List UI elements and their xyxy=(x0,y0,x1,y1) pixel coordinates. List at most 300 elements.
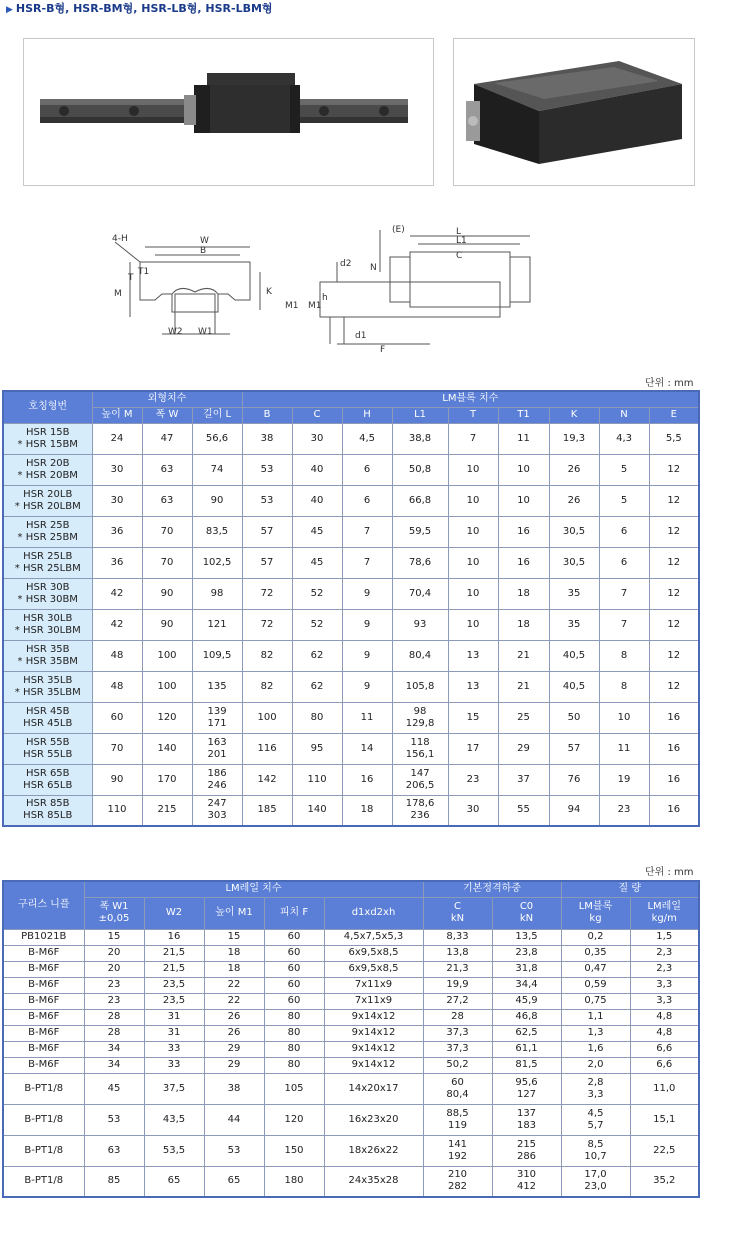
value-cell-line: 118 xyxy=(410,736,430,748)
value-cell: 100 xyxy=(242,702,292,733)
value-cell: 10 xyxy=(448,516,498,547)
value-cell: 8 xyxy=(599,671,649,702)
value-cell-line: 303 xyxy=(207,810,227,822)
value-cell: 90 xyxy=(92,764,142,795)
value-cell: 26 xyxy=(549,454,599,485)
model-cell-line: HSR 45B xyxy=(25,705,70,717)
value-cell: 25 xyxy=(498,702,549,733)
value-cell-line: 34,4 xyxy=(515,979,538,990)
value-cell xyxy=(561,929,630,945)
value-cell-line: 81,5 xyxy=(515,1059,538,1070)
value-cell xyxy=(561,945,630,961)
value-cell-line: 147 xyxy=(410,767,430,779)
value-cell: 9x14x12 xyxy=(324,1057,423,1073)
value-cell xyxy=(423,1135,492,1166)
nipple-cell: B-PT1/8 xyxy=(3,1166,84,1197)
value-cell xyxy=(492,1041,561,1057)
column-header: d1xd2xh xyxy=(324,897,423,929)
value-cell-line: 59,5 xyxy=(408,525,432,537)
value-cell: 36 xyxy=(92,516,142,547)
model-cell-line: HSR 65B xyxy=(25,767,70,779)
value-cell: 142 xyxy=(242,764,292,795)
value-cell: 12 xyxy=(649,516,699,547)
value-cell: 140 xyxy=(292,795,342,826)
value-cell: 10 xyxy=(448,609,498,640)
value-cell: 21 xyxy=(498,671,549,702)
value-cell: 70 xyxy=(92,733,142,764)
value-cell xyxy=(492,993,561,1009)
value-cell: 33 xyxy=(144,1057,204,1073)
value-cell: 82 xyxy=(242,671,292,702)
table-row xyxy=(3,945,699,961)
value-cell: 100 xyxy=(142,640,192,671)
nipple-cell: PB1021B xyxy=(3,929,84,945)
model-cell-line: HSR 35LB xyxy=(23,674,73,686)
value-cell xyxy=(423,1025,492,1041)
value-cell: 35,2 xyxy=(630,1166,699,1197)
value-cell: 70 xyxy=(142,547,192,578)
value-cell-line: 88,5 xyxy=(446,1107,469,1119)
dim-label: T1 xyxy=(138,267,150,277)
model-cell-line: HSR 65LB xyxy=(23,779,73,791)
value-cell: 10 xyxy=(448,578,498,609)
product-photo-block xyxy=(453,38,695,186)
value-cell: 30 xyxy=(92,485,142,516)
model-cell-line: HSR 20B xyxy=(25,457,70,469)
value-cell xyxy=(192,516,242,547)
value-cell: 185 xyxy=(242,795,292,826)
dim-label: h xyxy=(322,293,328,303)
value-cell: 22 xyxy=(204,993,264,1009)
value-cell: 60 xyxy=(264,929,324,945)
value-cell: 12 xyxy=(649,609,699,640)
column-header: T xyxy=(448,407,498,423)
dim-label: M1 xyxy=(308,301,322,311)
value-cell xyxy=(392,640,448,671)
value-cell: 85 xyxy=(84,1166,144,1197)
value-cell-line: 141 xyxy=(447,1138,468,1150)
value-cell: 38 xyxy=(242,423,292,454)
value-cell: 15 xyxy=(84,929,144,945)
value-cell: 37,5 xyxy=(144,1073,204,1104)
value-cell: 2,3 xyxy=(630,961,699,977)
value-cell xyxy=(561,1166,630,1197)
model-cell xyxy=(3,454,92,485)
value-cell xyxy=(192,733,242,764)
value-cell xyxy=(492,1057,561,1073)
column-header: 폭 W1 ±0,05 xyxy=(84,897,144,929)
value-cell: 12 xyxy=(649,485,699,516)
value-cell-line: 135 xyxy=(207,680,227,692)
value-cell: 10 xyxy=(599,702,649,733)
value-cell xyxy=(492,1073,561,1104)
value-cell: 31 xyxy=(144,1025,204,1041)
value-cell: 6 xyxy=(599,547,649,578)
value-cell: 4,8 xyxy=(630,1025,699,1041)
value-cell: 29 xyxy=(204,1041,264,1057)
value-cell: 80 xyxy=(264,1041,324,1057)
table-row xyxy=(3,640,699,671)
value-cell-line: 2,8 xyxy=(587,1076,604,1088)
model-cell-line: * HSR 20BM xyxy=(17,469,78,481)
value-cell-line: 13,8 xyxy=(446,947,469,958)
nipple-cell: B-M6F xyxy=(3,1025,84,1041)
table-row xyxy=(3,454,699,485)
value-cell xyxy=(423,929,492,945)
value-cell xyxy=(392,733,448,764)
value-cell-line: 45,9 xyxy=(515,995,538,1006)
value-cell: 30,5 xyxy=(549,547,599,578)
value-cell: 4,5 xyxy=(342,423,392,454)
value-cell-line: 19,9 xyxy=(446,979,469,990)
value-cell: 11 xyxy=(599,733,649,764)
model-cell-line: HSR 30LB xyxy=(23,612,73,624)
value-cell-line: 201 xyxy=(207,748,227,760)
value-cell-line: 78,6 xyxy=(408,556,432,568)
value-cell: 110 xyxy=(292,764,342,795)
value-cell: 18x26x22 xyxy=(324,1135,423,1166)
value-cell: 24 xyxy=(92,423,142,454)
value-cell-line: 186 xyxy=(207,767,227,779)
value-cell: 30,5 xyxy=(549,516,599,547)
value-cell-line: 139 xyxy=(207,705,227,717)
value-cell xyxy=(423,1041,492,1057)
value-cell: 10 xyxy=(498,454,549,485)
value-cell: 16 xyxy=(649,702,699,733)
column-header: N xyxy=(599,407,649,423)
value-cell: 72 xyxy=(242,578,292,609)
column-header: W2 xyxy=(144,897,204,929)
unit-label: 단위 : mm xyxy=(645,867,694,878)
value-cell xyxy=(423,961,492,977)
value-cell xyxy=(423,977,492,993)
value-cell: 30 xyxy=(448,795,498,826)
value-cell: 16 xyxy=(342,764,392,795)
value-cell-line: 3,3 xyxy=(587,1088,604,1100)
value-cell: 47 xyxy=(142,423,192,454)
value-cell: 105 xyxy=(264,1073,324,1104)
value-cell: 23 xyxy=(599,795,649,826)
model-cell-line: HSR 55B xyxy=(25,736,70,748)
value-cell-line: 163 xyxy=(207,736,227,748)
value-cell-line: 60 xyxy=(451,1076,464,1088)
value-cell: 23 xyxy=(448,764,498,795)
value-cell: 12 xyxy=(649,578,699,609)
model-cell xyxy=(3,671,92,702)
value-cell-line: 61,1 xyxy=(515,1043,538,1054)
value-cell xyxy=(492,929,561,945)
table-row xyxy=(3,1104,699,1135)
value-cell: 19,3 xyxy=(549,423,599,454)
page-title: ▶ HSR-B형, HSR-BM형, HSR-LB형, HSR-LBM형 xyxy=(6,2,273,15)
table-row xyxy=(3,929,699,945)
model-cell xyxy=(3,702,92,733)
value-cell: 63 xyxy=(142,454,192,485)
value-cell xyxy=(561,1104,630,1135)
dim-label: W2 xyxy=(168,327,183,337)
column-header: 폭 W xyxy=(142,407,192,423)
value-cell: 18 xyxy=(204,945,264,961)
value-cell: 80 xyxy=(292,702,342,733)
value-cell: 5,5 xyxy=(649,423,699,454)
value-cell-line: 171 xyxy=(207,717,227,729)
model-cell xyxy=(3,516,92,547)
value-cell: 53 xyxy=(242,485,292,516)
value-cell: 9x14x12 xyxy=(324,1025,423,1041)
value-cell xyxy=(492,1135,561,1166)
value-cell xyxy=(392,547,448,578)
value-cell-line: 0,75 xyxy=(584,995,607,1006)
value-cell: 22 xyxy=(204,977,264,993)
header-block-dims: LM블록 치수 xyxy=(242,391,699,407)
nipple-cell: B-M6F xyxy=(3,961,84,977)
value-cell: 15 xyxy=(204,929,264,945)
value-cell xyxy=(492,1166,561,1197)
value-cell: 45 xyxy=(292,516,342,547)
value-cell: 6x9,5x8,5 xyxy=(324,961,423,977)
table-row xyxy=(3,423,699,454)
value-cell: 28 xyxy=(84,1025,144,1041)
value-cell: 6 xyxy=(342,454,392,485)
model-cell-line: * HSR 15BM xyxy=(17,438,78,450)
value-cell: 34 xyxy=(84,1057,144,1073)
value-cell: 16x23x20 xyxy=(324,1104,423,1135)
value-cell-line: 13,5 xyxy=(515,931,538,942)
dim-label: C xyxy=(456,251,463,261)
value-cell-line: 286 xyxy=(516,1150,537,1162)
value-cell-line: 8,5 xyxy=(587,1138,604,1150)
value-cell xyxy=(192,764,242,795)
value-cell: 24x35x28 xyxy=(324,1166,423,1197)
model-cell-line: HSR 85B xyxy=(25,798,70,810)
model-cell-line: * HSR 25BM xyxy=(17,531,78,543)
column-header: 높이 M1 xyxy=(204,897,264,929)
model-cell-line: HSR 20LB xyxy=(23,488,73,500)
value-cell xyxy=(561,1009,630,1025)
model-cell xyxy=(3,640,92,671)
value-cell-line: 27,2 xyxy=(446,995,469,1006)
column-header: L1 xyxy=(392,407,448,423)
value-cell: 7x11x9 xyxy=(324,993,423,1009)
value-cell: 6 xyxy=(599,516,649,547)
value-cell: 11,0 xyxy=(630,1073,699,1104)
value-cell xyxy=(492,945,561,961)
value-cell: 7 xyxy=(342,547,392,578)
value-cell: 40,5 xyxy=(549,671,599,702)
model-cell-line: HSR 25B xyxy=(25,519,70,531)
value-cell: 17 xyxy=(448,733,498,764)
model-cell-line: HSR 35B xyxy=(25,643,70,655)
value-cell xyxy=(561,1135,630,1166)
value-cell: 60 xyxy=(92,702,142,733)
value-cell: 3,3 xyxy=(630,977,699,993)
model-cell-line: HSR 25LB xyxy=(23,550,73,562)
value-cell: 80 xyxy=(264,1025,324,1041)
value-cell xyxy=(392,764,448,795)
value-cell-line: 102,5 xyxy=(202,556,232,568)
value-cell xyxy=(392,485,448,516)
value-cell: 100 xyxy=(142,671,192,702)
table-row xyxy=(3,609,699,640)
value-cell-line: 1,3 xyxy=(587,1027,604,1038)
value-cell xyxy=(492,1009,561,1025)
model-cell-line: HSR 30B xyxy=(25,581,70,593)
dim-label: M xyxy=(114,289,122,299)
value-cell-line: 95,6 xyxy=(515,1076,538,1088)
value-cell: 23,5 xyxy=(144,993,204,1009)
value-cell: 52 xyxy=(292,609,342,640)
dim-label: L xyxy=(456,227,462,237)
value-cell: 31 xyxy=(144,1009,204,1025)
value-cell: 16 xyxy=(649,733,699,764)
column-header: B xyxy=(242,407,292,423)
column-header: E xyxy=(649,407,699,423)
value-cell xyxy=(423,1166,492,1197)
value-cell: 12 xyxy=(649,547,699,578)
model-cell-line: * HSR 25LBM xyxy=(14,562,81,574)
value-cell xyxy=(561,1057,630,1073)
value-cell: 9 xyxy=(342,609,392,640)
value-cell xyxy=(192,609,242,640)
value-cell: 18 xyxy=(498,578,549,609)
value-cell: 23 xyxy=(84,977,144,993)
value-cell xyxy=(561,961,630,977)
value-cell: 90 xyxy=(142,578,192,609)
value-cell xyxy=(561,1041,630,1057)
value-cell: 30 xyxy=(92,454,142,485)
value-cell-line: 210 xyxy=(447,1169,468,1181)
value-cell-line: 129,8 xyxy=(405,717,435,729)
value-cell: 215 xyxy=(142,795,192,826)
value-cell: 16 xyxy=(498,547,549,578)
value-cell-line: 83,5 xyxy=(205,525,229,537)
value-cell: 65 xyxy=(204,1166,264,1197)
value-cell: 29 xyxy=(204,1057,264,1073)
value-cell: 57 xyxy=(242,547,292,578)
dim-label: K xyxy=(266,287,272,297)
value-cell-line: 80,4 xyxy=(408,649,432,661)
value-cell: 16 xyxy=(144,929,204,945)
value-cell xyxy=(423,1009,492,1025)
value-cell xyxy=(423,945,492,961)
value-cell xyxy=(192,671,242,702)
value-cell: 110 xyxy=(92,795,142,826)
value-cell-line: 246 xyxy=(207,779,227,791)
value-cell: 80 xyxy=(264,1009,324,1025)
value-cell xyxy=(392,671,448,702)
value-cell: 16 xyxy=(649,764,699,795)
value-cell: 10 xyxy=(448,454,498,485)
column-header: K xyxy=(549,407,599,423)
value-cell: 60 xyxy=(264,945,324,961)
table-row xyxy=(3,733,699,764)
value-cell: 48 xyxy=(92,640,142,671)
value-cell-line: 74 xyxy=(210,463,224,475)
value-cell: 140 xyxy=(142,733,192,764)
value-cell: 14x20x17 xyxy=(324,1073,423,1104)
value-cell-line: 31,8 xyxy=(515,963,538,974)
model-cell-line: * HSR 35LBM xyxy=(14,686,81,698)
table-row xyxy=(3,1057,699,1073)
value-cell-line: 17,0 xyxy=(584,1169,607,1181)
value-cell: 42 xyxy=(92,609,142,640)
rail-dimension-table xyxy=(2,880,700,1198)
value-cell: 5 xyxy=(599,485,649,516)
model-cell xyxy=(3,764,92,795)
value-cell-line: 62,5 xyxy=(515,1027,538,1038)
model-cell xyxy=(3,795,92,826)
table-row xyxy=(3,671,699,702)
column-header: LM블록 kg xyxy=(561,897,630,929)
value-cell-line: 137 xyxy=(516,1107,537,1119)
value-cell: 53 xyxy=(84,1104,144,1135)
value-cell: 62 xyxy=(292,671,342,702)
column-header: 피치 F xyxy=(264,897,324,929)
table-row xyxy=(3,1025,699,1041)
value-cell xyxy=(492,1104,561,1135)
value-cell: 40 xyxy=(292,454,342,485)
value-cell-line: 23,0 xyxy=(584,1181,607,1193)
dim-label: B xyxy=(200,246,207,256)
value-cell-line: 310 xyxy=(516,1169,537,1181)
value-cell xyxy=(192,795,242,826)
value-cell: 26 xyxy=(204,1025,264,1041)
table-row xyxy=(3,1166,699,1197)
value-cell xyxy=(192,578,242,609)
value-cell xyxy=(561,993,630,1009)
value-cell: 12 xyxy=(649,454,699,485)
value-cell: 4,8 xyxy=(630,1009,699,1025)
value-cell-line: 127 xyxy=(516,1088,537,1100)
value-cell xyxy=(392,423,448,454)
block-photo-image xyxy=(454,39,694,185)
nipple-cell: B-PT1/8 xyxy=(3,1135,84,1166)
value-cell: 7 xyxy=(448,423,498,454)
value-cell-line: 0,47 xyxy=(584,963,607,974)
unit-label: 단위 : mm xyxy=(645,378,694,389)
value-cell: 48 xyxy=(92,671,142,702)
value-cell: 35 xyxy=(549,609,599,640)
value-cell xyxy=(423,1104,492,1135)
value-cell: 21 xyxy=(498,640,549,671)
value-cell-line: 90 xyxy=(210,494,224,506)
value-cell: 7 xyxy=(599,578,649,609)
value-cell: 50 xyxy=(549,702,599,733)
value-cell: 170 xyxy=(142,764,192,795)
value-cell: 15,1 xyxy=(630,1104,699,1135)
value-cell-line: 0,35 xyxy=(584,947,607,958)
model-cell xyxy=(3,485,92,516)
value-cell: 1,5 xyxy=(630,929,699,945)
nipple-cell: B-M6F xyxy=(3,1009,84,1025)
value-cell: 26 xyxy=(549,485,599,516)
table-row xyxy=(3,1041,699,1057)
value-cell-line: 50,2 xyxy=(446,1059,469,1070)
value-cell: 44 xyxy=(204,1104,264,1135)
table-row xyxy=(3,795,699,826)
value-cell: 60 xyxy=(264,977,324,993)
value-cell: 29 xyxy=(498,733,549,764)
value-cell: 14 xyxy=(342,733,392,764)
value-cell xyxy=(392,609,448,640)
value-cell: 9 xyxy=(342,578,392,609)
value-cell: 26 xyxy=(204,1009,264,1025)
value-cell xyxy=(561,1073,630,1104)
table-row xyxy=(3,1073,699,1104)
value-cell: 34 xyxy=(84,1041,144,1057)
value-cell xyxy=(192,485,242,516)
value-cell: 7 xyxy=(342,516,392,547)
